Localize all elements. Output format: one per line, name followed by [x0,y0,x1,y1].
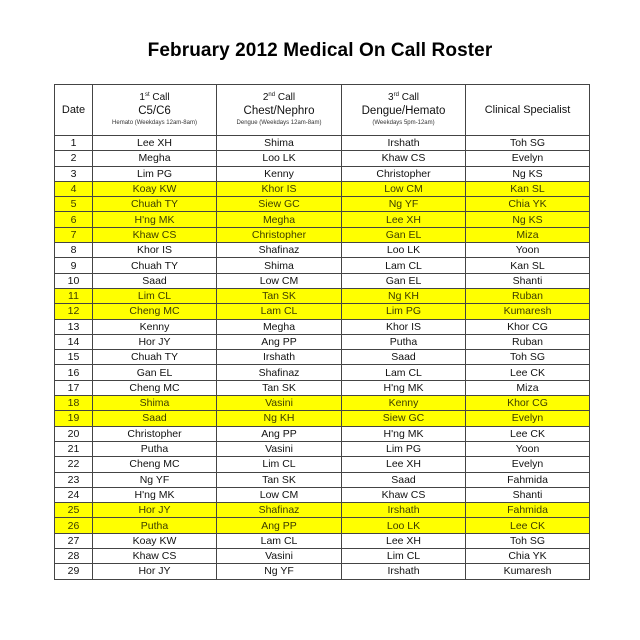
second-call-cell: Shima [217,258,342,273]
table-row [55,181,590,196]
specialist-cell: Ng KS [466,212,590,227]
specialist-cell: Chia YK [466,549,590,564]
table-row [55,258,590,273]
first-call-cell: Putha [93,441,217,456]
first-call-cell: Ng YF [93,472,217,487]
second-call-cell: Tan SK [217,288,342,303]
third-call-cell: Lim PG [342,304,466,319]
first-call-cell: Putha [93,518,217,533]
specialist-cell: Kan SL [466,181,590,196]
date-cell: 16 [55,365,93,380]
specialist-cell: Khor CG [466,396,590,411]
date-cell: 18 [55,396,93,411]
first-call-cell: Cheng MC [93,457,217,472]
third-call-cell: Khaw CS [342,487,466,502]
first-call-cell: Saad [93,273,217,288]
specialist-cell: Evelyn [466,151,590,166]
specialist-cell: Kan SL [466,258,590,273]
first-call-cell: Koay KW [93,181,217,196]
second-call-hours: Dengue (Weekdays 12am-8am) [236,120,322,126]
table-row [55,319,590,334]
third-call-ordinal: 3 [388,92,394,103]
second-call-cell: Shafinaz [217,243,342,258]
specialist-cell: Chia YK [466,197,590,212]
date-cell: 22 [55,457,93,472]
table-row [55,518,590,533]
first-call-cell: Hor JY [93,334,217,349]
second-call-cell: Low CM [217,487,342,502]
date-cell: 5 [55,197,93,212]
specialist-cell: Miza [466,227,590,242]
first-call-dept: C5/C6 [138,105,171,117]
date-cell: 28 [55,549,93,564]
date-cell: 19 [55,411,93,426]
table-row [55,304,590,319]
third-call-cell: Gan EL [342,227,466,242]
table-row [55,411,590,426]
specialist-cell: Lee CK [466,518,590,533]
second-call-cell: Low CM [217,273,342,288]
date-cell: 11 [55,288,93,303]
third-call-cell: Ng YF [342,197,466,212]
second-call-cell: Vasini [217,441,342,456]
specialist-cell: Miza [466,380,590,395]
second-call-cell: Vasini [217,396,342,411]
table-row [55,136,590,151]
table-row [55,197,590,212]
table-row [55,549,590,564]
specialist-cell: Ruban [466,334,590,349]
second-call-cell: Shafinaz [217,365,342,380]
table-row [55,273,590,288]
date-cell: 3 [55,166,93,181]
first-call-cell: Saad [93,411,217,426]
date-cell: 29 [55,564,93,579]
second-call-cell: Tan SK [217,380,342,395]
date-cell: 20 [55,426,93,441]
first-call-cell: Cheng MC [93,380,217,395]
first-call-word: Call [149,92,170,103]
date-cell: 25 [55,503,93,518]
date-cell: 2 [55,151,93,166]
second-call-cell: Tan SK [217,472,342,487]
date-cell: 1 [55,136,93,151]
date-cell: 17 [55,380,93,395]
header-date [55,85,93,136]
table-row [55,380,590,395]
third-call-cell: Lee XH [342,212,466,227]
date-cell: 12 [55,304,93,319]
table-row [55,533,590,548]
first-call-cell: Chuah TY [93,350,217,365]
specialist-cell: Khor CG [466,319,590,334]
first-call-cell: Shima [93,396,217,411]
first-call-label [93,92,216,104]
third-call-cell: Irshath [342,503,466,518]
first-call-cell: Khaw CS [93,227,217,242]
date-cell: 27 [55,533,93,548]
header-specialist-label: Clinical Specialist [484,103,571,116]
date-cell: 26 [55,518,93,533]
date-cell: 7 [55,227,93,242]
second-call-cell: Kenny [217,166,342,181]
first-call-cell: Khor IS [93,243,217,258]
second-call-word: Call [275,92,296,103]
table-row [55,564,590,579]
specialist-cell: Toh SG [466,350,590,365]
table-row [55,426,590,441]
first-call-cell: Hor JY [93,503,217,518]
table-row [55,288,590,303]
date-cell: 13 [55,319,93,334]
first-call-cell: Kenny [93,319,217,334]
third-call-cell: Ng KH [342,288,466,303]
first-call-cell: Megha [93,151,217,166]
first-call-cell: Lim PG [93,166,217,181]
second-call-cell: Irshath [217,350,342,365]
header-third-call [342,85,466,136]
roster-body [55,136,590,580]
date-cell: 10 [55,273,93,288]
third-call-cell: Siew GC [342,411,466,426]
table-row [55,503,590,518]
specialist-cell: Ruban [466,288,590,303]
third-call-cell: Saad [342,350,466,365]
third-call-label [342,92,465,104]
table-row [55,166,590,181]
third-call-cell: Irshath [342,136,466,151]
third-call-cell: H'ng MK [342,380,466,395]
table-row [55,365,590,380]
date-cell: 9 [55,258,93,273]
specialist-cell: Fahmida [466,472,590,487]
specialist-cell: Evelyn [466,457,590,472]
second-call-cell: Khor IS [217,181,342,196]
table-row [55,457,590,472]
table-row [55,212,590,227]
date-cell: 6 [55,212,93,227]
third-call-cell: Saad [342,472,466,487]
specialist-cell: Yoon [466,441,590,456]
second-call-cell: Ang PP [217,518,342,533]
second-call-cell: Loo LK [217,151,342,166]
date-cell: 8 [55,243,93,258]
third-call-dept: Dengue/Hemato [361,105,446,117]
specialist-cell: Kumaresh [466,564,590,579]
second-call-cell: Lim CL [217,457,342,472]
specialist-cell: Evelyn [466,411,590,426]
header-row [55,85,590,136]
third-call-cell: Kenny [342,396,466,411]
second-call-cell: Lam CL [217,533,342,548]
specialist-cell: Fahmida [466,503,590,518]
third-call-cell: Irshath [342,564,466,579]
first-call-cell: Chuah TY [93,258,217,273]
second-call-label [217,92,341,104]
specialist-cell: Kumaresh [466,304,590,319]
second-call-cell: Ang PP [217,334,342,349]
date-cell: 14 [55,334,93,349]
table-row [55,472,590,487]
third-call-cell: Lee XH [342,457,466,472]
table-row [55,350,590,365]
date-cell: 4 [55,181,93,196]
first-call-cell: Chuah TY [93,197,217,212]
second-call-cell: Megha [217,212,342,227]
second-call-dept: Chest/Nephro [243,105,315,117]
first-call-cell: Lim CL [93,288,217,303]
specialist-cell: Shanti [466,273,590,288]
table-row [55,396,590,411]
third-call-cell: Lim CL [342,549,466,564]
third-call-hours: (Weekdays 5pm-12am) [372,120,435,126]
second-call-cell: Shafinaz [217,503,342,518]
date-cell: 24 [55,487,93,502]
table-row [55,334,590,349]
specialist-cell: Lee CK [466,426,590,441]
third-call-cell: Lam CL [342,365,466,380]
first-call-cell: H'ng MK [93,212,217,227]
roster-table [54,84,590,580]
date-cell: 15 [55,350,93,365]
first-call-hours: Hemato (Weekdays 12am-8am) [112,120,197,126]
third-call-cell: Loo LK [342,243,466,258]
third-call-cell: Christopher [342,166,466,181]
third-call-cell: Gan EL [342,273,466,288]
third-call-cell: Lam CL [342,258,466,273]
specialist-cell: Lee CK [466,365,590,380]
specialist-cell: Toh SG [466,533,590,548]
specialist-cell: Ng KS [466,166,590,181]
second-call-cell: Vasini [217,549,342,564]
table-row [55,227,590,242]
first-call-cell: Lee XH [93,136,217,151]
second-call-ordinal: 2 [262,92,269,103]
page-title: February 2012 Medical On Call Roster [147,40,493,61]
first-call-cell: Koay KW [93,533,217,548]
first-call-cell: Cheng MC [93,304,217,319]
third-call-word: Call [398,92,419,103]
third-call-cell: Low CM [342,181,466,196]
header-first-call [93,85,217,136]
second-call-cell: Ang PP [217,426,342,441]
third-call-suffix: rd [393,92,399,98]
third-call-cell: Lee XH [342,533,466,548]
date-cell: 21 [55,441,93,456]
second-call-cell: Lam CL [217,304,342,319]
third-call-cell: Khaw CS [342,151,466,166]
third-call-cell: H'ng MK [342,426,466,441]
second-call-cell: Siew GC [217,197,342,212]
first-call-ordinal: 1 [139,92,145,103]
first-call-suffix: st [144,92,150,98]
specialist-cell: Yoon [466,243,590,258]
second-call-cell: Shima [217,136,342,151]
first-call-cell: Khaw CS [93,549,217,564]
second-call-cell: Megha [217,319,342,334]
header-second-call [217,85,342,136]
first-call-cell: Gan EL [93,365,217,380]
third-call-cell: Loo LK [342,518,466,533]
third-call-cell: Khor IS [342,319,466,334]
table-row [55,441,590,456]
table-row [55,487,590,502]
specialist-cell: Shanti [466,487,590,502]
first-call-cell: Christopher [93,426,217,441]
second-call-cell: Christopher [217,227,342,242]
third-call-cell: Lim PG [342,441,466,456]
first-call-cell: H'ng MK [93,487,217,502]
second-call-cell: Ng YF [217,564,342,579]
third-call-cell: Putha [342,334,466,349]
table-row [55,151,590,166]
first-call-cell: Hor JY [93,564,217,579]
table-row [55,243,590,258]
second-call-suffix: nd [268,92,276,98]
header-clinical-specialist [466,85,590,136]
specialist-cell: Toh SG [466,136,590,151]
header-date-label: Date [61,103,86,116]
second-call-cell: Ng KH [217,411,342,426]
date-cell: 23 [55,472,93,487]
